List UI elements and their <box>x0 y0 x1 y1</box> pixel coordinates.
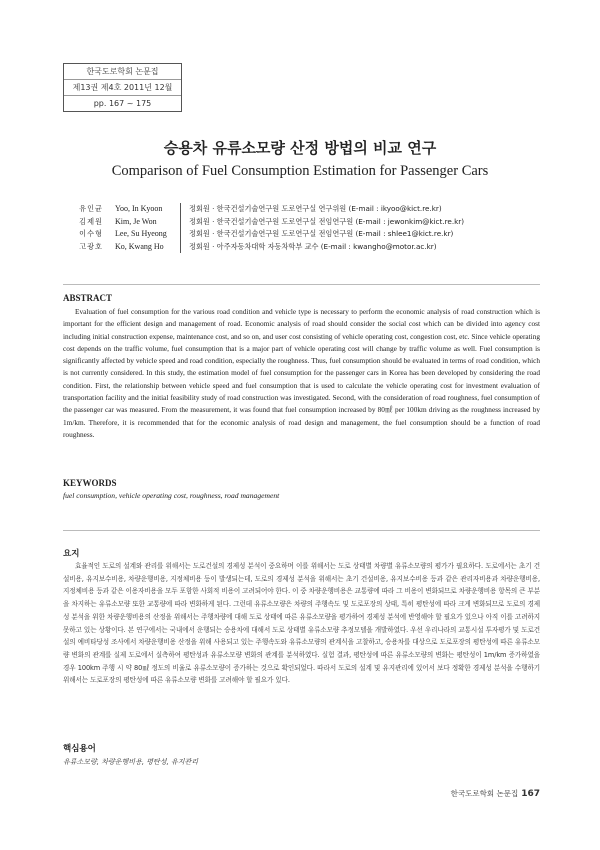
journal-info-box <box>63 63 182 112</box>
author-name-ko: 유인균 <box>79 204 103 213</box>
author-name-en: Lee, Su Hyeong <box>115 229 167 238</box>
author-name-ko: 이수형 <box>79 229 103 238</box>
journal-name: 한국도로학회 논문집 <box>64 64 181 80</box>
author-affiliation: 정회원 · 아주자동차대학 자동차학부 교수 (E-mail : kwangho@motor.ac.kr) <box>189 241 437 251</box>
author-list <box>63 203 543 253</box>
author-name-ko: 김제원 <box>79 216 103 226</box>
header-divider <box>63 284 540 285</box>
keywords-heading: KEYWORDS <box>63 478 117 488</box>
author-name-en: Kim, Je Won <box>115 216 157 226</box>
korean-keywords-text: 유류소모량, 차량운행비용, 평탄성, 유지관리 <box>63 758 199 766</box>
author-affiliation: 정회원 · 한국건설기술연구원 도로연구실 전임연구원 (E-mail : jewonkim@kict.re.kr) <box>189 216 465 226</box>
author-divider <box>180 228 181 241</box>
page-footer <box>420 788 540 799</box>
author-name-en: Yoo, In Kyoon <box>115 204 163 213</box>
page-number: 167 <box>521 789 540 799</box>
author-affiliation: 정회원 · 한국건설기술연구원 도로연구실 전임연구원 (E-mail : shlee1@kict.re.kr) <box>189 229 454 238</box>
author-row <box>63 241 543 254</box>
abstract-paragraph: Evaluation of fuel consumption for the various road condition and vehicle type is necessary to perform the economic analysis of road construction which is important for the efficient design and management of road. Economic analysis of road should consider the social cost which can be divided into agency cost including initial construction expense, maintenance cost, and so on, and user cost consisting of vehicle operating cost, congestion cost, etc. Since vehicle operating cost depends on the traffic volume, fuel consumption that is a major part of vehicle operating cost will change by traffic volume as well. Fuel consumption is significantly affected by vehicle speed and road condition, especially the roughness. Thus, fuel consumption should be evaluated in terms of road condition, which is not currently considered. In this study, the estimation model of fuel consumption for the passenger cars in Korea has been developed by considering the road condition. First, the relationship between vehicle speed and fuel consumption that is used to calculate the vehicle operating cost for investment evaluation of transportation facility and the initial feasibility study of road construction was investigated. Second, with the consideration of road roughness, fuel consumption of the passenger car was measured. From the measurement, it was found that fuel consumption increased by 80㎖ per 100km driving as the roughness increased by 1m/km. Therefore, it is recommended that for the economic analysis of road design and management, the fuel consumption should be a function of road roughness. <box>63 307 540 439</box>
journal-volume: 제13권 제4호 2011년 12월 <box>64 80 181 96</box>
author-name-en: Ko, Kwang Ho <box>115 241 164 251</box>
author-row <box>63 216 543 229</box>
korean-abstract-text <box>63 560 540 687</box>
author-divider <box>180 241 181 254</box>
abstract-heading: ABSTRACT <box>63 293 113 303</box>
author-divider <box>180 203 181 216</box>
keywords-text: fuel consumption, vehicle operating cost, roughness, road management <box>63 491 280 500</box>
author-name-ko: 고광호 <box>79 241 103 251</box>
section-divider <box>63 530 540 531</box>
korean-abstract-heading: 요지 <box>63 549 80 559</box>
author-row <box>63 203 543 216</box>
korean-abstract-paragraph: 효율적인 도로의 설계와 관리를 위해서는 도로건설의 경제성 분석이 중요하며 이를 위해서는 도로 상태별 차량별 유류소모량의 평가가 필요하다. 도로에서는 초기 건설비용, 유지보수비용, 차량운행비용, 지정체비용 등이 발생되는데, 도로의 경제성 분석을 위해서는 초기 건설비용, 유지보수비용 등과 같은 관리자비용과 차량운행비용, 지정체비용 등과 같은 이용자비용을 모두 포함한 사회적 비용이 고려되어야 한다. 이 중 차량운행비용은 교통량에 따라 그 비용이 변화되므로 차량운행비용 항목의 큰 부분을 차지하는 유류소모량 또한 교통량에 따라 변화하게 된다. 그런데 유류소모량은 차량의 주행속도 및 도로포장의 상태, 특히 평탄성에 따라 크게 변화되므로 도로의 경제성 분석을 위한 차량운행비용의 산정을 위해서는 주행차량에 대해 도로 상태에 따른 유류소모량을 평가하여 경제성 분석에 반영해야 할 필요가 있으나 아직 이를 고려하지 못하고 있는 상황이다. 본 연구에서는 국내에서 운행되는 승용차에 대해서 도로 상태별 유류소모량 추정모델을 개발하였다. 우선 우리나라의 교통시설 투자평가 및 도로건설의 예비타당성 조사에서 차량운행비용 산정을 위해 사용되고 있는 주행속도와 유류소모량의 관계식을 고찰하고, 승용차를 대상으로 도로포장의 평탄성에 따른 유류소모량 변화의 관계를 실제 도로에서 실측하여 평탄성과 유류소모량 변화의 관계를 분석하였다. 실험 결과, 평탄성에 따른 유류소모량의 변화는 평탄성이 1m/km 증가하였을 경우 100km 주행 시 약 80㎖ 정도의 비율로 유류소모량이 증가하는 것으로 확인되었다. 따라서 도로의 설계 및 유지관리에 있어서 보다 정확한 경제성 분석을 수행하기 위해서는 도로포장의 평탄성에 따른 유류소모량 변화를 고려해야 할 필요가 있다. <box>63 562 540 685</box>
author-affiliation: 정회원 · 한국건설기술연구원 도로연구실 연구위원 (E-mail : ikyoo@kict.re.kr) <box>189 204 442 213</box>
footer-journal: 한국도로학회 논문집 <box>450 789 519 798</box>
author-divider <box>180 216 181 229</box>
journal-pages: pp. 167 ~ 175 <box>93 99 152 108</box>
korean-keywords-heading: 핵심용어 <box>63 744 96 754</box>
author-row <box>63 228 543 241</box>
abstract-text <box>63 306 540 441</box>
title-english: Comparison of Fuel Consumption Estimation for Passenger Cars <box>111 163 489 179</box>
title-korean: 승용차 유류소모량 산정 방법의 비교 연구 <box>163 139 437 157</box>
